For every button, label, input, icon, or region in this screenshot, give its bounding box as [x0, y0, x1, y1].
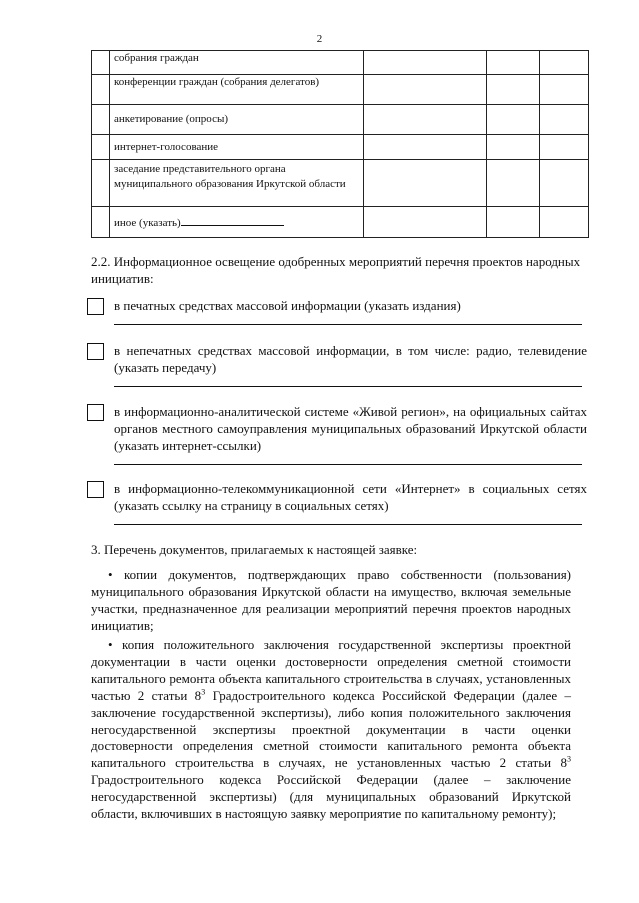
table-row [92, 75, 589, 105]
option-text: в информационно-телекоммуникационной сети «Интернет» в социальных сетях (указать ссылку на страницу в социальных сетях) [114, 481, 587, 513]
section-2-2-heading: 2.2. Информационное освещение одобренных мероприятий перечня проектов народных инициатив: [91, 254, 581, 286]
meeting-forms-table [91, 50, 589, 238]
table-cell-label: заседание представительного органа муниципального образования Иркутской области [110, 160, 364, 207]
option-print-media [87, 297, 587, 325]
table-cell-label: иное (указать) [114, 216, 181, 229]
option-text: в печатных средствах массовой информации (указать издания) [114, 298, 461, 313]
page-number: 2 [316, 33, 323, 45]
fill-in-line[interactable] [114, 524, 582, 525]
checkbox[interactable] [87, 404, 104, 421]
fill-in-line[interactable] [114, 464, 582, 465]
table-row [92, 160, 589, 207]
option-text: в непечатных средствах массовой информации, в том числе: радио, телевидение (указать передачу) [114, 343, 587, 375]
checkbox[interactable] [87, 298, 104, 315]
checkbox[interactable] [87, 343, 104, 360]
table-row [92, 135, 589, 160]
option-non-print-media [87, 342, 587, 387]
option-text: в информационно-аналитической системе «Живой регион», на официальных сайтах органов местного самоуправления муниципальных образований Иркутской области (указать интернет-ссылки) [114, 404, 587, 453]
bullet: • [108, 567, 113, 582]
fill-in-line[interactable] [114, 324, 582, 325]
option-live-region-system [87, 403, 587, 465]
document-list-item: • копия положительного заключения государственной экспертизы проектной документации в части оценки достоверности определения сметной стоимости капитального ремонта объекта капитального строительства в случаях, установленных частью 2 статьи $8^3$ Градостроительного кодекса Российской Федерации (далее – заключение государственной экспертизы), либо копия положительного заключения негосударственной экспертизы проектной документации в части оценки достоверности определения сметной стоимости капитального ремонта объекта капитального строительства в случаях, не установленных частью 2 статьи $8^3$ Градостроительного кодекса Российской Федерации (далее – заключение негосударственной экспертизы) (для муниципальных образований Иркутской области, включивших в настоящую заявку мероприятие по капитальному ремонту); [91, 637, 572, 822]
table-row [92, 105, 589, 135]
table-cell-other [110, 207, 364, 238]
checkbox[interactable] [87, 481, 104, 498]
bullet: • [108, 637, 113, 652]
option-internet-social [87, 480, 587, 525]
table-row [92, 51, 589, 75]
table-cell-label: интернет-голосование [110, 135, 364, 160]
document-list-item: • копии документов, подтверждающих право собственности (пользования) муниципального образования Иркутской области на имущество, включая земельные участки, предназначенное для реализации мероприятий перечня проектов народных инициатив; [91, 567, 571, 633]
table-cell-label: собрания граждан [110, 51, 364, 75]
table-row [92, 207, 589, 238]
table-cell-label: конференции граждан (собрания делегатов) [110, 75, 364, 105]
fill-in-blank[interactable] [181, 214, 284, 226]
section-3-heading: 3. Перечень документов, прилагаемых к настоящей заявке: [91, 542, 418, 557]
table-cell-label: анкетирование (опросы) [110, 105, 364, 135]
fill-in-line[interactable] [114, 386, 582, 387]
